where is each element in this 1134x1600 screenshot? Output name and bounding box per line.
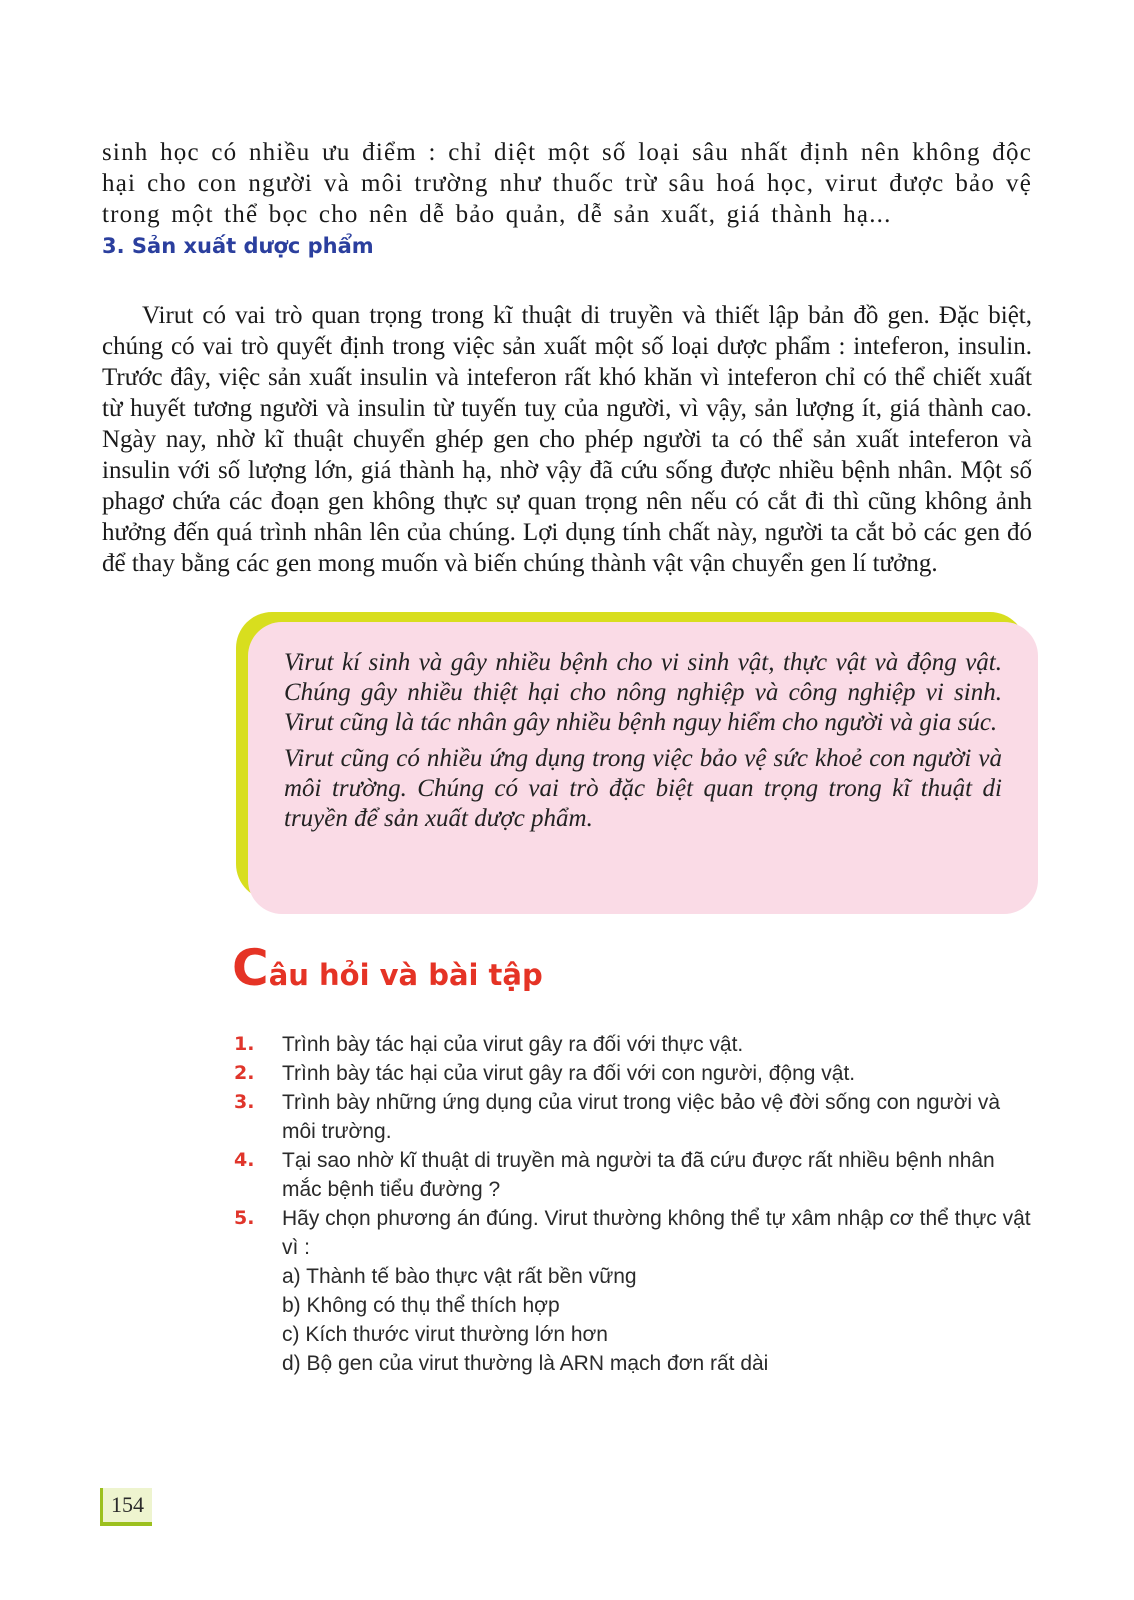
question-item xyxy=(234,1088,1034,1146)
question-number: 2. xyxy=(234,1062,255,1084)
question-item xyxy=(234,1146,1034,1204)
question-item xyxy=(234,1059,1034,1088)
question-list xyxy=(234,1030,1034,1378)
questions-title xyxy=(232,939,543,997)
answer-options xyxy=(282,1262,1034,1378)
question-text: Tại sao nhờ kĩ thuật di truyền mà người ta đã cứu được rất nhiều bệnh nhân mắc bệnh tiểu đường ? xyxy=(282,1149,995,1201)
question-number: 4. xyxy=(234,1149,255,1171)
answer-option-d: d) Bộ gen của virut thường là ARN mạch đơn rất dài xyxy=(282,1352,769,1375)
summary-paragraph-2: Virut cũng có nhiều ứng dụng trong việc bảo vệ sức khoẻ con người và môi trường. Chúng có vai trò đặc biệt quan trọng trong kĩ thuật di truyền để sản xuất dược phẩm. xyxy=(284,745,1002,832)
question-text: Trình bày những ứng dụng của virut trong việc bảo vệ đời sống con người và môi trường. xyxy=(282,1091,1001,1143)
question-text: Hãy chọn phương án đúng. Virut thường không thể tự xâm nhập cơ thể thực vật vì : xyxy=(282,1207,1031,1259)
question-number: 5. xyxy=(234,1207,255,1229)
questions-title-initial: C xyxy=(232,939,269,997)
question-number: 3. xyxy=(234,1091,255,1113)
questions-title-rest: âu hỏi và bài tập xyxy=(268,958,543,992)
summary-paragraph-1: Virut kí sinh và gây nhiều bệnh cho vi sinh vật, thực vật và động vật. Chúng gây nhiều thiệt hại cho nông nghiệp và công nghiệp vi sinh. Virut cũng là tác nhân gây nhiều bệnh nguy hiểm cho người và gia súc. xyxy=(284,649,1002,736)
summary-box xyxy=(248,622,1038,914)
section-heading: 3. Sản xuất dược phẩm xyxy=(102,234,374,258)
answer-option-b: b) Không có thụ thể thích hợp xyxy=(282,1294,560,1317)
question-item xyxy=(234,1030,1034,1059)
question-text: Trình bày tác hại của virut gây ra đối với con người, động vật. xyxy=(282,1062,856,1085)
intro-paragraph: sinh học có nhiều ưu điểm : chỉ diệt một số loại sâu nhất định nên không độc hại cho con người và môi trường như thuốc trừ sâu hoá học, virut được bảo vệ trong một thể bọc cho nên dễ bảo quản, dễ sản xuất, giá thành hạ... xyxy=(102,139,1032,228)
page-number: 154 xyxy=(100,1488,152,1526)
question-number: 1. xyxy=(234,1033,255,1055)
answer-option-c: c) Kích thước virut thường lớn hơn xyxy=(282,1323,608,1346)
question-text-block xyxy=(282,1204,1034,1378)
section-body: Virut có vai trò quan trọng trong kĩ thuật di truyền và thiết lập bản đồ gen. Đặc biệt, chúng có vai trò quyết định trong việc sản xuất một số loại dược phẩm : inteferon, insulin. Trước đây, việc sản xuất insulin và inteferon rất khó khăn vì inteferon chỉ có thể chiết xuất từ huyết tương người và insulin từ tuyến tuỵ của người, vì vậy, sản lượng ít, giá thành cao. Ngày nay, nhờ kĩ thuật chuyển ghép gen cho phép người ta có thể sản xuất inteferon và insulin với số lượng lớn, giá thành hạ, nhờ vậy đã cứu sống được nhiều bệnh nhân. Một số phagơ chứa các đoạn gen không thực sự quan trọng nên nếu có cắt đi thì cũng không ảnh hưởng đến quá trình nhân lên của chúng. Lợi dụng tính chất này, người ta cắt bỏ các gen đó để thay bằng các gen mong muốn và biến chúng thành vật vận chuyển gen lí tưởng. xyxy=(102,302,1032,577)
question-text: Trình bày tác hại của virut gây ra đối với thực vật. xyxy=(282,1033,744,1056)
answer-option-a: a) Thành tế bào thực vật rất bền vững xyxy=(282,1265,637,1288)
question-item xyxy=(234,1204,1034,1378)
